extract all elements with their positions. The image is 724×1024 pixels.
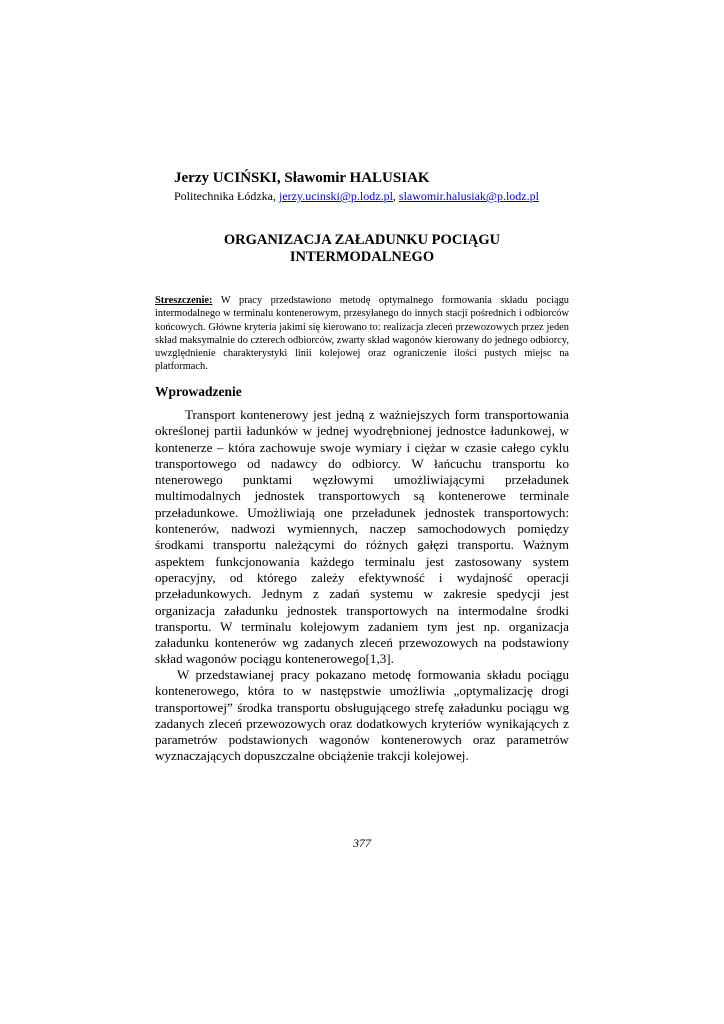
abstract-label: Streszczenie: [155, 295, 213, 306]
paper-title [155, 232, 569, 266]
email-link-halusiak[interactable]: slawomir.halusiak@p.lodz.pl [398, 189, 539, 203]
section-heading: Wprowadzenie [155, 384, 242, 399]
abstract [155, 294, 569, 374]
affiliation-institution: Politechnika Łódzka, [174, 189, 279, 203]
body-paragraph-1: Transport kontenerowy jest jedną z ważniejszych form transportowania określonej partii ładunków w jednej wyodrębnionej jednostce ładunkowej, w kontenerze – która zachowuje swoje wymiary i ciężar w czasie całego cyklu transportowego od nadawcy do odbiorcy. W łańcuchu transportu ko ntenerowego punktami węzłowymi umożliwiającymi przeładunek multimodalnych jednostek transportowych są kontenerowe terminale przeładunkowe. Umożliwiają one przeładunek jednostek transportowych: kontenerów, nadwozi wymiennych, naczep samochodowych pomiędzy środkami transportu należącymi do różnych gałęzi transportu. Ważnym aspektem funkcjonowania każdego terminalu jest zastosowany system operacyjny, od którego zależy efektywność i wydajność operacji przeładunkowych. Jednym z zadań systemu w zakresie spedycji jest organizacja załadunku jednostek transportowych na intermodalne środki transportu. W terminalu kolejowym zadaniem tym jest np. organizacja załadunku kontenerów wg zadanych zleceń przewozowych na podstawiony skład wagonów pociągu kontenerowego[1,3]. [155, 407, 569, 667]
paper-title-line-1: ORGANIZACJA ZAŁADUNKU POCIĄGU [223, 232, 501, 248]
page-number: 377 [353, 836, 371, 850]
email-separator: , [392, 189, 399, 203]
email-link-ucinski[interactable]: jerzy.ucinski@p.lodz.pl [278, 189, 393, 203]
paper-title-line-2: INTERMODALNEGO [289, 249, 435, 265]
body-paragraph-2: W przedstawianej pracy pokazano metodę formowania składu pociągu kontenerowego, która to w następstwie umożliwia „optymalizację drogi transportowej” środka transportu obsługującego strefę załadunku pociągu wg zadanych zleceń przewozowych oraz dodatkowych kryteriów wynikających z parametrów podstawionych wagonów kontenerowych oraz parametrów wyznaczających dopuszczalne obciążenie trakcji kolejowej. [155, 667, 569, 764]
author-affiliation [174, 189, 539, 204]
abstract-text: W pracy przedstawiono metodę optymalnego formowania składu pociągu intermodalnego w terminalu kontenerowym, przesyłanego do innych stacji pośrednich i odbiorców końcowych. Główne kryteria jakimi się kierowano to: realizacja zleceń przewozowych przez jeden skład maksymalnie do czterech odbiorców, zwarty skład wagonów kierowany do jednego odbiorcy, uwzględnienie charakterystyki linii kolejowej oraz ograniczenie ilości pustych miejsc na platformach. [155, 295, 569, 373]
author-names: Jerzy UCIŃSKI, Sławomir HALUSIAK [174, 170, 430, 186]
